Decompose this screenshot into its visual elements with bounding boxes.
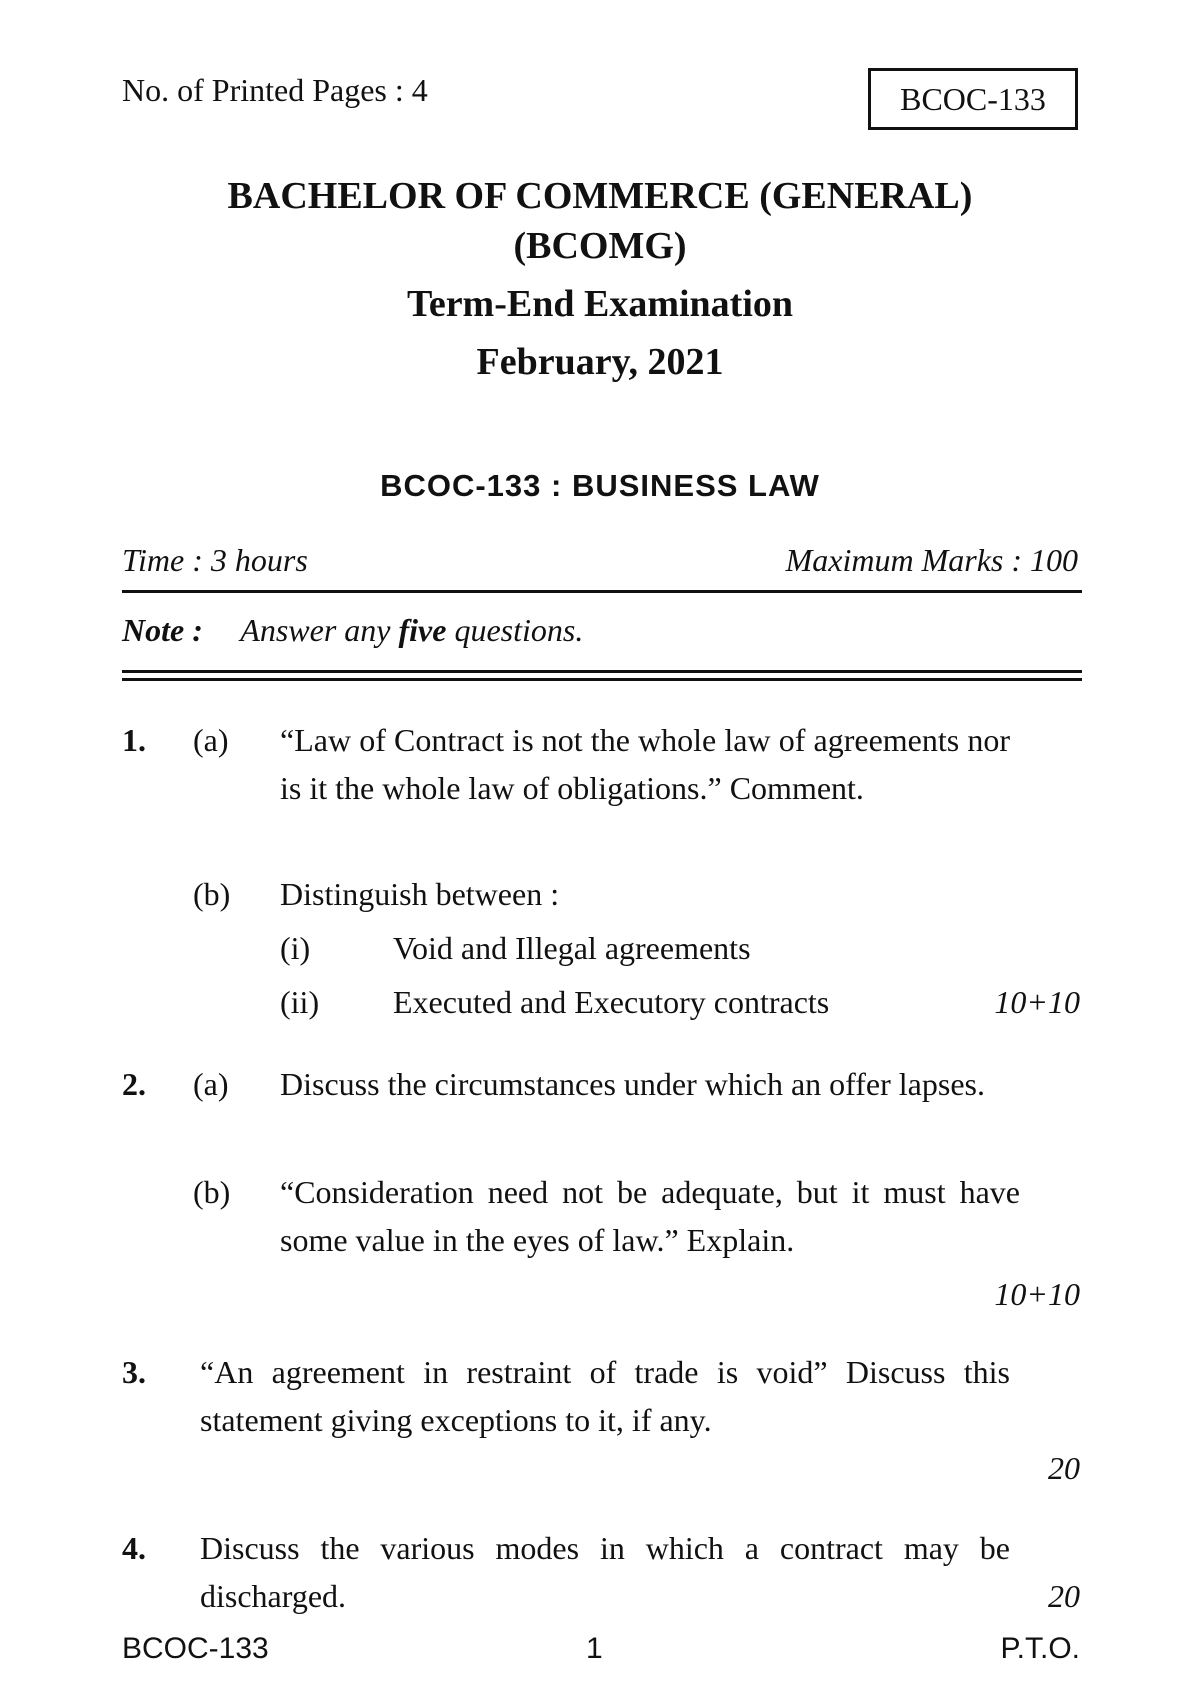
exam-name: Term-End Examination: [406, 283, 794, 325]
item-label: (ii): [280, 984, 320, 1020]
note-text-after: questions.: [454, 612, 584, 648]
footer-paper-code: BCOC-133: [122, 1632, 269, 1665]
note-text-before: Answer any: [240, 612, 391, 648]
paper-code-box: BCOC-133: [868, 68, 1078, 130]
time-allowed: Time : 3 hours: [122, 542, 308, 578]
marks-allocation: 20: [1048, 1578, 1080, 1614]
marks-allocation: 10+10: [994, 984, 1080, 1020]
question-text: Distinguish between :: [280, 876, 560, 912]
divider-double-rule-bottom: [122, 678, 1082, 681]
question-number: 3.: [122, 1354, 146, 1390]
note-emphasis: five: [398, 612, 447, 648]
item-text: Void and Illegal agreements: [393, 930, 751, 966]
question-number: 4.: [122, 1530, 146, 1566]
question-text: “Law of Contract is not the whole law of agreements nor is it the whole law of obligations.” Comment.: [280, 722, 1010, 806]
footer-please-turn-over: P.T.O.: [1000, 1632, 1080, 1665]
degree-code: (BCOMG): [513, 225, 687, 267]
degree-title: BACHELOR OF COMMERCE (GENERAL): [227, 175, 973, 217]
sub-question-label: (a): [193, 722, 229, 758]
note-label: Note :: [122, 612, 203, 648]
footer-page-number: 1: [586, 1632, 603, 1665]
sub-question-label: (a): [193, 1066, 229, 1102]
instruction-note: [122, 612, 583, 649]
maximum-marks: Maximum Marks : 100: [785, 542, 1078, 578]
item-text: Executed and Executory contracts: [393, 984, 830, 1020]
sub-question-label: (b): [193, 876, 231, 912]
question-text: “An agreement in restraint of trade is void” Discuss this statement giving exceptions to it, if any.: [200, 1354, 1010, 1438]
divider-rule: [122, 590, 1082, 593]
question-text: Discuss the circumstances under which an offer lapses.: [280, 1066, 985, 1102]
question-number: 1.: [122, 722, 146, 758]
divider-double-rule-top: [122, 670, 1082, 673]
exam-date: February, 2021: [476, 341, 724, 383]
printed-pages-count: No. of Printed Pages : 4: [122, 72, 428, 108]
question-number: 2.: [122, 1066, 146, 1102]
question-text: “Consideration need not be adequate, but it must have some value in the eyes of law.” Explain.: [280, 1174, 1020, 1258]
sub-question-label: (b): [193, 1174, 231, 1210]
question-text: Discuss the various modes in which a contract may be discharged.: [200, 1530, 1010, 1614]
marks-allocation: 10+10: [994, 1276, 1080, 1312]
course-title: BCOC-133 : BUSINESS LAW: [380, 468, 820, 503]
item-label: (i): [280, 930, 311, 966]
marks-allocation: 20: [1048, 1450, 1080, 1486]
